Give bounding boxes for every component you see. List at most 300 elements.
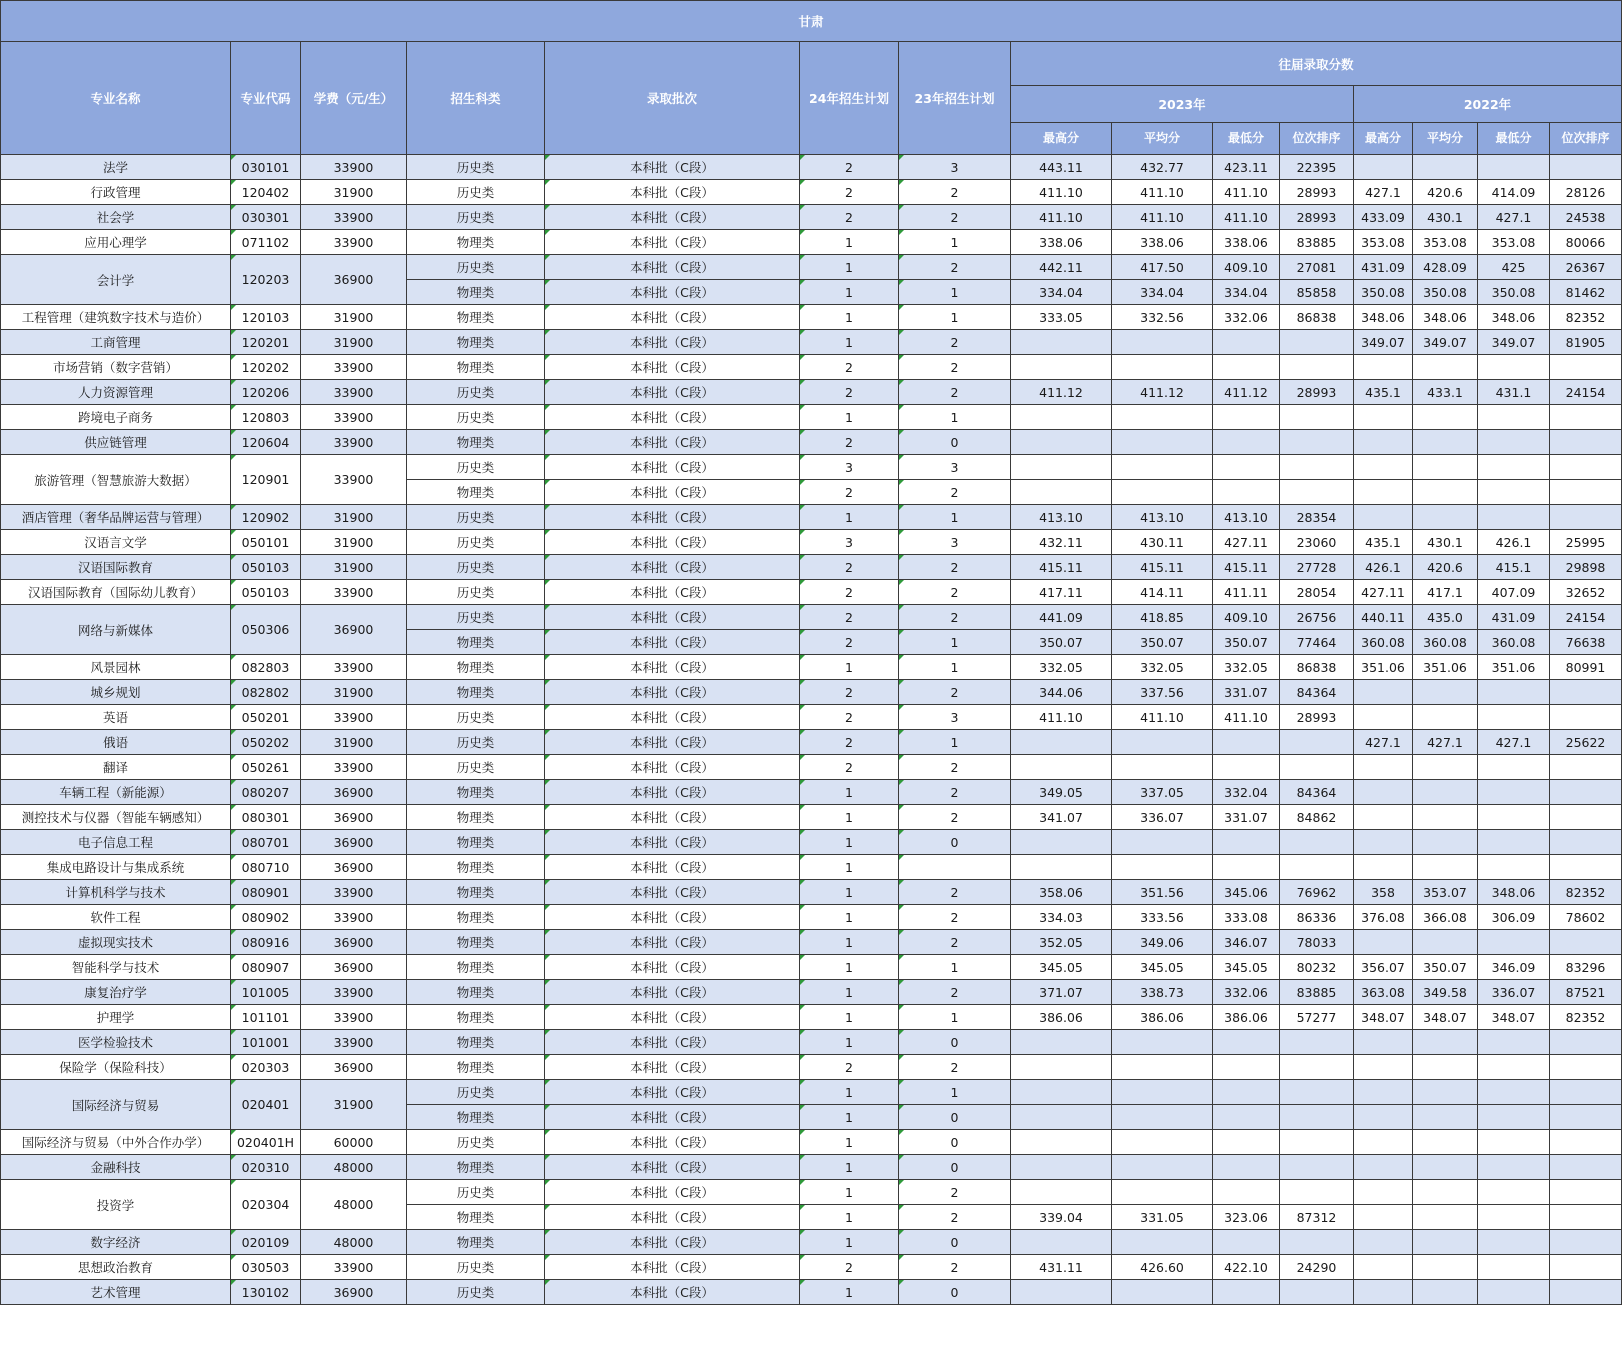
- score-2022-rank-cell: 28126: [1550, 180, 1622, 205]
- score-2022-avg-cell: [1413, 1030, 1478, 1055]
- major-code-cell: 080710: [231, 855, 301, 880]
- score-2022-max-cell: 348.06: [1354, 305, 1413, 330]
- score-2023-rank-cell: 57277: [1280, 1005, 1354, 1030]
- major-code-cell: 120604: [231, 430, 301, 455]
- table-row: [1, 330, 1622, 355]
- plan-2024-cell: 2: [800, 730, 899, 755]
- major-code-cell: 120202: [231, 355, 301, 380]
- score-2023-min-cell: 411.11: [1213, 580, 1280, 605]
- major-name-cell: 网络与新媒体: [1, 605, 231, 655]
- score-2023-rank-cell: 23060: [1280, 530, 1354, 555]
- batch-cell: 本科批（C段）: [545, 680, 800, 705]
- score-2022-rank-cell: [1550, 1030, 1622, 1055]
- major-name-cell: 国际经济与贸易（中外合作办学）: [1, 1130, 231, 1155]
- score-2023-max-cell: 338.06: [1011, 230, 1112, 255]
- score-2023-avg-cell: [1112, 1130, 1213, 1155]
- major-code-cell: 020303: [231, 1055, 301, 1080]
- plan-2024-cell: 2: [800, 430, 899, 455]
- category-cell: 历史类: [407, 605, 545, 630]
- score-2023-max-cell: 386.06: [1011, 1005, 1112, 1030]
- score-2022-avg-cell: [1413, 1080, 1478, 1105]
- score-2023-avg-cell: [1112, 330, 1213, 355]
- score-2023-rank-cell: 28054: [1280, 580, 1354, 605]
- score-2022-avg-cell: [1413, 505, 1478, 530]
- tuition-cell: 33900: [301, 705, 407, 730]
- score-2022-max-cell: 351.06: [1354, 655, 1413, 680]
- score-2022-rank-cell: [1550, 1105, 1622, 1130]
- score-2022-avg-cell: 433.1: [1413, 380, 1478, 405]
- score-2022-min-cell: 306.09: [1478, 905, 1550, 930]
- score-2022-max-cell: [1354, 1030, 1413, 1055]
- table-row: [1, 1030, 1622, 1055]
- score-2022-avg-cell: [1413, 1155, 1478, 1180]
- score-2022-avg-cell: 360.08: [1413, 630, 1478, 655]
- score-2022-max-cell: [1354, 155, 1413, 180]
- score-2023-rank-cell: 28993: [1280, 380, 1354, 405]
- col-header-2022-min: 最低分: [1478, 123, 1550, 155]
- score-2023-max-cell: 443.11: [1011, 155, 1112, 180]
- table-row: [1, 430, 1622, 455]
- score-2023-rank-cell: [1280, 1280, 1354, 1305]
- score-2023-rank-cell: 77464: [1280, 630, 1354, 655]
- score-2022-avg-cell: [1413, 830, 1478, 855]
- score-2022-max-cell: 431.09: [1354, 255, 1413, 280]
- score-2022-avg-cell: [1413, 1055, 1478, 1080]
- score-2022-avg-cell: [1413, 780, 1478, 805]
- score-2023-rank-cell: [1280, 1105, 1354, 1130]
- tuition-cell: 33900: [301, 455, 407, 505]
- score-2022-min-cell: [1478, 930, 1550, 955]
- score-2023-min-cell: [1213, 405, 1280, 430]
- score-2023-min-cell: 345.05: [1213, 955, 1280, 980]
- score-2023-avg-cell: 418.85: [1112, 605, 1213, 630]
- tuition-cell: 33900: [301, 1005, 407, 1030]
- col-header-2023-avg: 平均分: [1112, 123, 1213, 155]
- score-2023-avg-cell: [1112, 1030, 1213, 1055]
- table-row: [1, 1080, 1622, 1105]
- major-name-cell: 计算机科学与技术: [1, 880, 231, 905]
- batch-cell: 本科批（C段）: [545, 180, 800, 205]
- score-2023-max-cell: [1011, 1055, 1112, 1080]
- score-2022-max-cell: [1354, 505, 1413, 530]
- score-2023-rank-cell: 87312: [1280, 1205, 1354, 1230]
- score-2023-min-cell: 415.11: [1213, 555, 1280, 580]
- score-2022-min-cell: 426.1: [1478, 530, 1550, 555]
- score-2023-rank-cell: 84364: [1280, 780, 1354, 805]
- tuition-cell: 36900: [301, 805, 407, 830]
- tuition-cell: 31900: [301, 330, 407, 355]
- score-2022-min-cell: 415.1: [1478, 555, 1550, 580]
- score-2022-rank-cell: [1550, 1130, 1622, 1155]
- table-row: [1, 1180, 1622, 1205]
- score-2022-min-cell: [1478, 1155, 1550, 1180]
- score-2022-min-cell: 348.06: [1478, 880, 1550, 905]
- plan-2023-cell: 1: [899, 505, 1011, 530]
- major-name-cell: 数字经济: [1, 1230, 231, 1255]
- batch-cell: 本科批（C段）: [545, 605, 800, 630]
- plan-2024-cell: 3: [800, 455, 899, 480]
- score-2022-max-cell: [1354, 430, 1413, 455]
- score-2023-min-cell: [1213, 1180, 1280, 1205]
- score-2023-rank-cell: 28354: [1280, 505, 1354, 530]
- category-cell: 物理类: [407, 630, 545, 655]
- table-title: 甘肃: [1, 1, 1622, 42]
- score-2023-avg-cell: 337.56: [1112, 680, 1213, 705]
- score-2023-rank-cell: [1280, 1180, 1354, 1205]
- major-code-cell: 050103: [231, 555, 301, 580]
- batch-cell: 本科批（C段）: [545, 1130, 800, 1155]
- score-2022-min-cell: 427.1: [1478, 730, 1550, 755]
- plan-2023-cell: 1: [899, 1080, 1011, 1105]
- score-2022-min-cell: 407.09: [1478, 580, 1550, 605]
- score-2023-max-cell: [1011, 855, 1112, 880]
- score-2023-avg-cell: 413.10: [1112, 505, 1213, 530]
- category-cell: 历史类: [407, 255, 545, 280]
- score-2022-min-cell: [1478, 480, 1550, 505]
- col-header-plan23: 23年招生计划: [899, 42, 1011, 155]
- major-code-cell: 080902: [231, 905, 301, 930]
- score-2022-rank-cell: 25622: [1550, 730, 1622, 755]
- plan-2023-cell: 2: [899, 680, 1011, 705]
- major-name-cell: 车辆工程（新能源）: [1, 780, 231, 805]
- plan-2024-cell: 1: [800, 1080, 899, 1105]
- score-2023-rank-cell: 84862: [1280, 805, 1354, 830]
- batch-cell: 本科批（C段）: [545, 305, 800, 330]
- score-2023-avg-cell: [1112, 1080, 1213, 1105]
- plan-2024-cell: 1: [800, 405, 899, 430]
- table-row: [1, 155, 1622, 180]
- tuition-cell: 33900: [301, 755, 407, 780]
- score-2022-max-cell: [1354, 355, 1413, 380]
- table-row: [1, 955, 1622, 980]
- plan-2023-cell: 2: [899, 205, 1011, 230]
- table-row: [1, 905, 1622, 930]
- tuition-cell: 36900: [301, 955, 407, 980]
- major-name-cell: 测控技术与仪器（智能车辆感知）: [1, 805, 231, 830]
- major-name-cell: 汉语言文学: [1, 530, 231, 555]
- plan-2024-cell: 1: [800, 880, 899, 905]
- score-2023-min-cell: [1213, 480, 1280, 505]
- score-2022-max-cell: 433.09: [1354, 205, 1413, 230]
- score-2022-rank-cell: [1550, 855, 1622, 880]
- score-2023-avg-cell: 331.05: [1112, 1205, 1213, 1230]
- category-cell: 物理类: [407, 930, 545, 955]
- category-cell: 历史类: [407, 1130, 545, 1155]
- score-2023-max-cell: [1011, 480, 1112, 505]
- table-row: [1, 1255, 1622, 1280]
- table-row: [1, 1230, 1622, 1255]
- major-name-cell: 风景园林: [1, 655, 231, 680]
- score-2023-avg-cell: [1112, 1055, 1213, 1080]
- score-2023-rank-cell: 86838: [1280, 305, 1354, 330]
- plan-2024-cell: 1: [800, 305, 899, 330]
- score-2022-rank-cell: [1550, 755, 1622, 780]
- batch-cell: 本科批（C段）: [545, 1230, 800, 1255]
- score-2023-rank-cell: 85858: [1280, 280, 1354, 305]
- plan-2023-cell: 0: [899, 430, 1011, 455]
- score-2022-min-cell: [1478, 155, 1550, 180]
- score-2023-avg-cell: [1112, 1280, 1213, 1305]
- major-code-cell: 030101: [231, 155, 301, 180]
- score-2023-max-cell: [1011, 1280, 1112, 1305]
- tuition-cell: 33900: [301, 880, 407, 905]
- plan-2024-cell: 1: [800, 855, 899, 880]
- major-code-cell: 082802: [231, 680, 301, 705]
- score-2022-min-cell: [1478, 805, 1550, 830]
- category-cell: 物理类: [407, 680, 545, 705]
- score-2022-avg-cell: 428.09: [1413, 255, 1478, 280]
- major-code-cell: 030301: [231, 205, 301, 230]
- category-cell: 物理类: [407, 280, 545, 305]
- score-2022-rank-cell: [1550, 1255, 1622, 1280]
- score-2023-max-cell: 332.05: [1011, 655, 1112, 680]
- table-row: [1, 205, 1622, 230]
- major-code-cell: 050261: [231, 755, 301, 780]
- table-row: [1, 1005, 1622, 1030]
- major-name-cell: 法学: [1, 155, 231, 180]
- score-2023-avg-cell: 332.56: [1112, 305, 1213, 330]
- score-2023-avg-cell: 338.73: [1112, 980, 1213, 1005]
- category-cell: 物理类: [407, 1105, 545, 1130]
- score-2022-avg-cell: [1413, 355, 1478, 380]
- major-code-cell: 020401H: [231, 1130, 301, 1155]
- plan-2023-cell: 2: [899, 780, 1011, 805]
- category-cell: 历史类: [407, 205, 545, 230]
- tuition-cell: 48000: [301, 1180, 407, 1230]
- batch-cell: 本科批（C段）: [545, 330, 800, 355]
- score-2022-rank-cell: 80066: [1550, 230, 1622, 255]
- batch-cell: 本科批（C段）: [545, 1055, 800, 1080]
- score-2023-max-cell: 442.11: [1011, 255, 1112, 280]
- category-cell: 历史类: [407, 1080, 545, 1105]
- score-2022-rank-cell: 24154: [1550, 605, 1622, 630]
- score-2023-max-cell: 411.10: [1011, 180, 1112, 205]
- score-2022-rank-cell: [1550, 930, 1622, 955]
- plan-2024-cell: 1: [800, 1155, 899, 1180]
- score-2023-max-cell: 411.10: [1011, 705, 1112, 730]
- major-code-cell: 071102: [231, 230, 301, 255]
- major-name-cell: 护理学: [1, 1005, 231, 1030]
- batch-cell: 本科批（C段）: [545, 455, 800, 480]
- score-2022-avg-cell: [1413, 855, 1478, 880]
- score-2022-rank-cell: [1550, 780, 1622, 805]
- score-2023-min-cell: 427.11: [1213, 530, 1280, 555]
- score-2023-rank-cell: [1280, 1155, 1354, 1180]
- score-2022-avg-cell: 430.1: [1413, 530, 1478, 555]
- score-2023-avg-cell: 411.10: [1112, 205, 1213, 230]
- score-2022-rank-cell: [1550, 505, 1622, 530]
- major-code-cell: 020401: [231, 1080, 301, 1130]
- score-2022-avg-cell: [1413, 155, 1478, 180]
- score-2022-min-cell: [1478, 705, 1550, 730]
- score-2023-min-cell: [1213, 430, 1280, 455]
- col-header-2022-max: 最高分: [1354, 123, 1413, 155]
- category-cell: 历史类: [407, 1280, 545, 1305]
- col-header-2023-rank: 位次排序: [1280, 123, 1354, 155]
- category-cell: 历史类: [407, 755, 545, 780]
- score-2023-avg-cell: 432.77: [1112, 155, 1213, 180]
- score-2022-min-cell: 431.09: [1478, 605, 1550, 630]
- tuition-cell: 33900: [301, 655, 407, 680]
- score-2023-max-cell: 413.10: [1011, 505, 1112, 530]
- score-2023-rank-cell: [1280, 1230, 1354, 1255]
- score-2022-min-cell: [1478, 1080, 1550, 1105]
- score-2022-max-cell: [1354, 1280, 1413, 1305]
- category-cell: 物理类: [407, 980, 545, 1005]
- score-2023-avg-cell: [1112, 355, 1213, 380]
- batch-cell: 本科批（C段）: [545, 205, 800, 230]
- score-2022-max-cell: 358: [1354, 880, 1413, 905]
- batch-cell: 本科批（C段）: [545, 930, 800, 955]
- score-2022-avg-cell: 427.1: [1413, 730, 1478, 755]
- tuition-cell: 33900: [301, 155, 407, 180]
- score-2023-min-cell: 350.07: [1213, 630, 1280, 655]
- score-2023-avg-cell: 333.56: [1112, 905, 1213, 930]
- score-2022-max-cell: 356.07: [1354, 955, 1413, 980]
- col-header-plan24: 24年招生计划: [800, 42, 899, 155]
- score-2022-rank-cell: [1550, 1080, 1622, 1105]
- plan-2024-cell: 1: [800, 1230, 899, 1255]
- table-row: [1, 1280, 1622, 1305]
- plan-2024-cell: 1: [800, 655, 899, 680]
- score-2022-min-cell: [1478, 405, 1550, 430]
- score-2023-rank-cell: 28993: [1280, 205, 1354, 230]
- score-2023-rank-cell: 28993: [1280, 705, 1354, 730]
- batch-cell: 本科批（C段）: [545, 430, 800, 455]
- score-2023-min-cell: [1213, 730, 1280, 755]
- major-name-cell: 医学检验技术: [1, 1030, 231, 1055]
- score-2022-min-cell: 360.08: [1478, 630, 1550, 655]
- score-2023-avg-cell: [1112, 755, 1213, 780]
- table-row: [1, 680, 1622, 705]
- major-name-cell: 城乡规划: [1, 680, 231, 705]
- major-code-cell: 080916: [231, 930, 301, 955]
- score-2022-min-cell: 425: [1478, 255, 1550, 280]
- score-2023-max-cell: 350.07: [1011, 630, 1112, 655]
- major-code-cell: 101001: [231, 1030, 301, 1055]
- score-2022-max-cell: [1354, 755, 1413, 780]
- score-2023-min-cell: 411.10: [1213, 180, 1280, 205]
- score-2022-min-cell: [1478, 1105, 1550, 1130]
- plan-2024-cell: 1: [800, 255, 899, 280]
- major-name-cell: 汉语国际教育: [1, 555, 231, 580]
- major-code-cell: 080901: [231, 880, 301, 905]
- score-2023-avg-cell: [1112, 1105, 1213, 1130]
- batch-cell: 本科批（C段）: [545, 905, 800, 930]
- score-2023-min-cell: [1213, 330, 1280, 355]
- plan-2023-cell: 3: [899, 455, 1011, 480]
- table-row: [1, 705, 1622, 730]
- score-2022-rank-cell: [1550, 1205, 1622, 1230]
- batch-cell: 本科批（C段）: [545, 155, 800, 180]
- score-2023-min-cell: 332.05: [1213, 655, 1280, 680]
- score-2023-rank-cell: [1280, 330, 1354, 355]
- score-2022-avg-cell: [1413, 1280, 1478, 1305]
- tuition-cell: 36900: [301, 830, 407, 855]
- score-2022-avg-cell: [1413, 430, 1478, 455]
- tuition-cell: 36900: [301, 1055, 407, 1080]
- score-2022-min-cell: [1478, 1230, 1550, 1255]
- score-2022-rank-cell: [1550, 680, 1622, 705]
- score-2022-max-cell: 427.11: [1354, 580, 1413, 605]
- major-name-cell: 人力资源管理: [1, 380, 231, 405]
- table-row: [1, 855, 1622, 880]
- score-2023-min-cell: 332.06: [1213, 305, 1280, 330]
- score-2023-rank-cell: [1280, 1080, 1354, 1105]
- major-code-cell: 120901: [231, 455, 301, 505]
- score-2022-max-cell: 440.11: [1354, 605, 1413, 630]
- major-code-cell: 080301: [231, 805, 301, 830]
- score-2023-avg-cell: [1112, 405, 1213, 430]
- score-2023-rank-cell: [1280, 480, 1354, 505]
- score-2023-min-cell: [1213, 1030, 1280, 1055]
- score-2022-avg-cell: 366.08: [1413, 905, 1478, 930]
- score-2022-max-cell: [1354, 1080, 1413, 1105]
- category-cell: 物理类: [407, 905, 545, 930]
- table-row: [1, 505, 1622, 530]
- score-2022-max-cell: 348.07: [1354, 1005, 1413, 1030]
- score-2022-min-cell: 353.08: [1478, 230, 1550, 255]
- table-row: [1, 380, 1622, 405]
- score-2022-min-cell: [1478, 1030, 1550, 1055]
- score-2022-avg-cell: 420.6: [1413, 180, 1478, 205]
- plan-2023-cell: 1: [899, 655, 1011, 680]
- table-row: [1, 555, 1622, 580]
- tuition-cell: 31900: [301, 505, 407, 530]
- score-2023-avg-cell: [1112, 1180, 1213, 1205]
- score-2023-rank-cell: 76962: [1280, 880, 1354, 905]
- category-cell: 物理类: [407, 1005, 545, 1030]
- plan-2023-cell: 0: [899, 1030, 1011, 1055]
- plan-2024-cell: 2: [800, 555, 899, 580]
- score-2023-min-cell: 331.07: [1213, 805, 1280, 830]
- score-2022-rank-cell: 83296: [1550, 955, 1622, 980]
- score-2022-avg-cell: 435.0: [1413, 605, 1478, 630]
- batch-cell: 本科批（C段）: [545, 380, 800, 405]
- score-2023-rank-cell: [1280, 730, 1354, 755]
- table-body: [1, 155, 1622, 1305]
- score-2023-avg-cell: [1112, 855, 1213, 880]
- score-2022-rank-cell: [1550, 1155, 1622, 1180]
- plan-2024-cell: 2: [800, 205, 899, 230]
- score-2022-avg-cell: [1413, 1180, 1478, 1205]
- score-2023-max-cell: 352.05: [1011, 930, 1112, 955]
- major-name-cell: 市场营销（数字营销）: [1, 355, 231, 380]
- major-code-cell: 020304: [231, 1180, 301, 1230]
- tuition-cell: 33900: [301, 205, 407, 230]
- batch-cell: 本科批（C段）: [545, 855, 800, 880]
- score-2023-rank-cell: [1280, 855, 1354, 880]
- category-cell: 物理类: [407, 1205, 545, 1230]
- major-code-cell: 130102: [231, 1280, 301, 1305]
- tuition-cell: 33900: [301, 355, 407, 380]
- score-2023-min-cell: 345.06: [1213, 880, 1280, 905]
- score-2022-max-cell: 350.08: [1354, 280, 1413, 305]
- score-2023-rank-cell: [1280, 830, 1354, 855]
- score-2022-avg-cell: [1413, 680, 1478, 705]
- tuition-cell: 48000: [301, 1155, 407, 1180]
- table-row: [1, 605, 1622, 630]
- score-2023-min-cell: 411.12: [1213, 380, 1280, 405]
- score-2022-avg-cell: 353.08: [1413, 230, 1478, 255]
- score-2023-min-cell: 332.04: [1213, 780, 1280, 805]
- score-2022-max-cell: [1354, 780, 1413, 805]
- category-cell: 历史类: [407, 405, 545, 430]
- score-2023-min-cell: [1213, 355, 1280, 380]
- score-2023-avg-cell: 430.11: [1112, 530, 1213, 555]
- major-name-cell: 思想政治教育: [1, 1255, 231, 1280]
- tuition-cell: 33900: [301, 380, 407, 405]
